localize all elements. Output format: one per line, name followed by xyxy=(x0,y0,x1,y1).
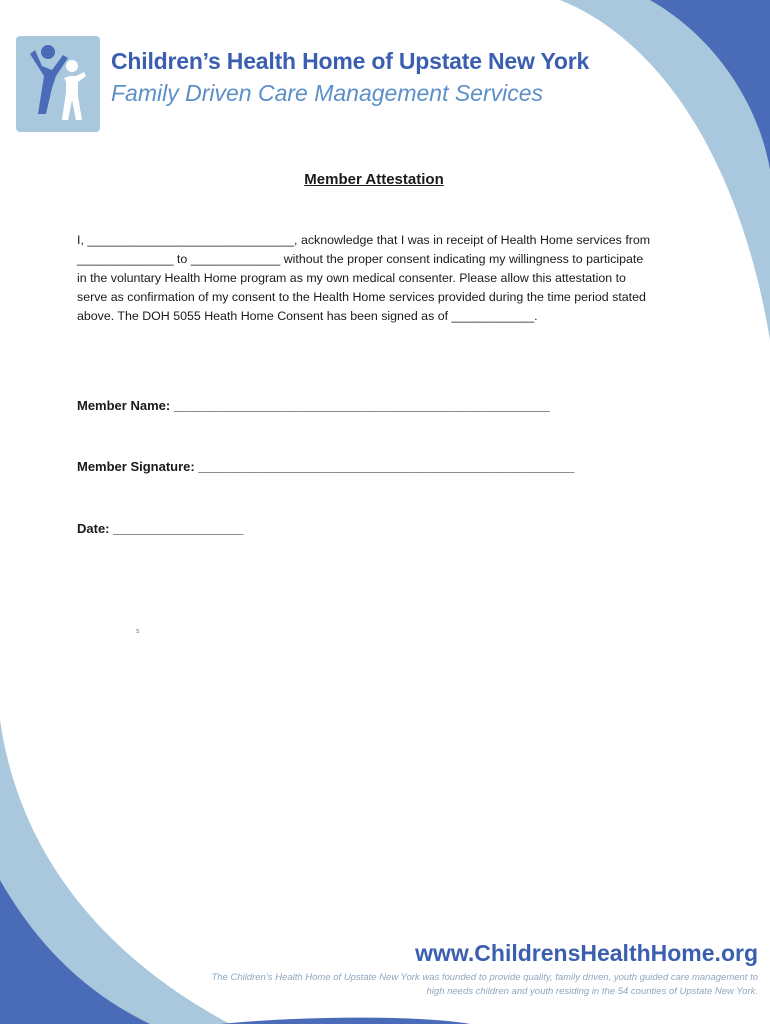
paragraph-line: serve as confirmation of my consent to the Health Home services provided during the time period stated xyxy=(77,290,646,304)
document-title: Member Attestation xyxy=(304,171,444,188)
organization-logo xyxy=(16,36,100,132)
tagline-line: high needs children and youth residing in the 54 counties of Upstate New York. xyxy=(426,986,758,997)
tagline-line: The Children’s Health Home of Upstate New York was founded to provide quality, family driven, youth guided care management to xyxy=(211,972,758,983)
paragraph-line: ______________ to _____________ without the proper consent indicating my willingness to participate xyxy=(77,252,644,266)
organization-name: Children’s Health Home of Upstate New York xyxy=(111,48,590,74)
member-signature-field[interactable]: Member Signature: ____________________________________________________ xyxy=(77,459,575,474)
paragraph-line: above. The DOH 5055 Heath Home Consent has been signed as of ____________. xyxy=(77,309,538,323)
attestation-paragraph xyxy=(77,231,677,326)
paragraph-line: in the voluntary Health Home program as my own medical consenter. Please allow this attestation to xyxy=(77,271,626,285)
date-field[interactable]: Date: __________________ xyxy=(77,521,244,536)
paragraph-line: I, ______________________________, acknowledge that I was in receipt of Health Home services from xyxy=(77,233,651,247)
child-figures-logo-icon xyxy=(16,36,100,132)
footer-tagline xyxy=(198,971,758,999)
organization-subtitle: Family Driven Care Management Services xyxy=(111,80,544,106)
member-name-field[interactable]: Member Name: ____________________________________________________ xyxy=(77,398,550,413)
stray-mark: s xyxy=(136,628,140,635)
website-link[interactable]: www.ChildrensHealthHome.org xyxy=(415,940,758,966)
